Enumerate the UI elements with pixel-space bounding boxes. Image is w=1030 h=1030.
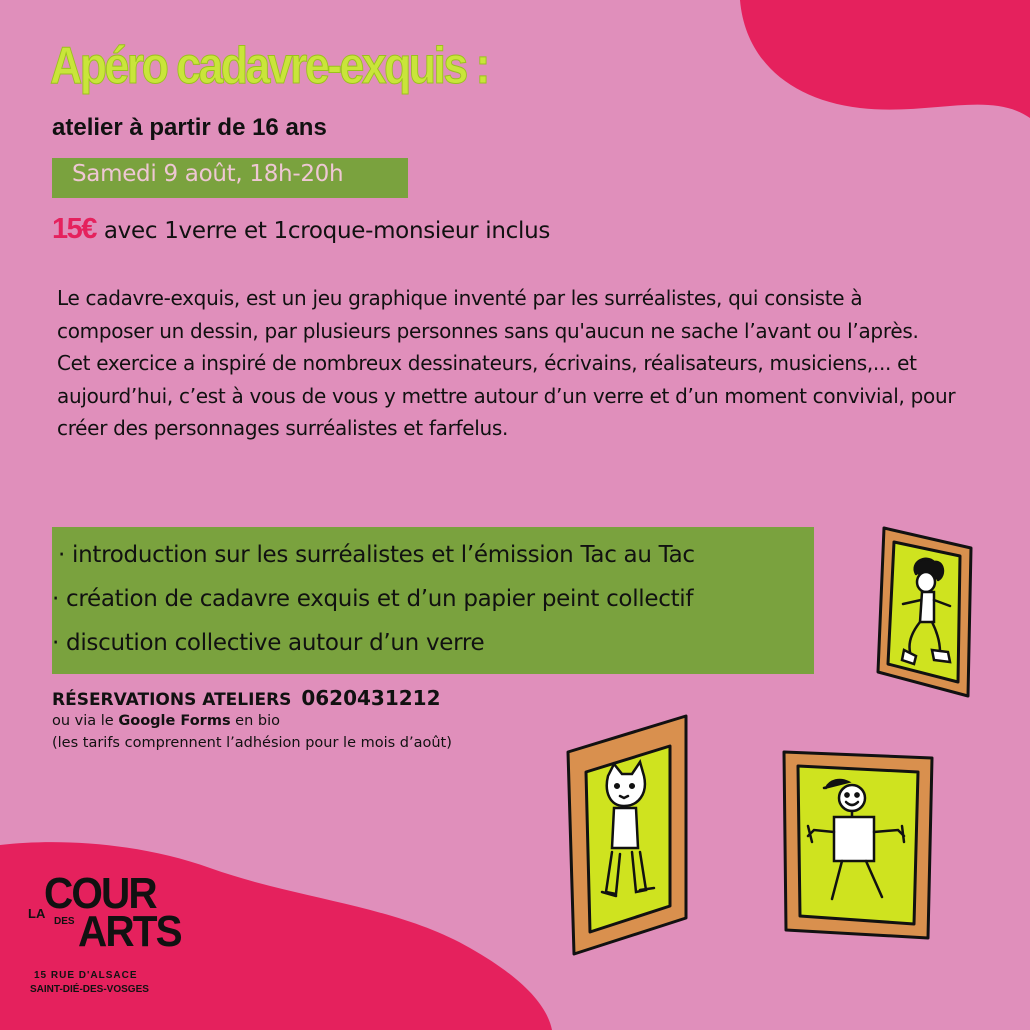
event-date: Samedi 9 août, 18h-20h [72, 161, 344, 187]
frame-dancer-illustration [874, 522, 978, 702]
logo-la-cour-des-arts [28, 870, 208, 1000]
reservation-line [52, 686, 452, 710]
frame-cat-illustration [562, 712, 694, 958]
logo-arts: ARTS [78, 907, 181, 956]
poster-title: Apéro cadavre-exquis : [50, 37, 488, 95]
age-subtitle: atelier à partir de 16 ans [52, 114, 327, 141]
logo-address-street: 15 RUE D'ALSACE [34, 970, 138, 981]
logo-la: LA [28, 906, 46, 921]
via-prefix: ou via le [52, 713, 119, 729]
reservation-via [52, 710, 452, 732]
via-suffix: en bio [230, 713, 281, 729]
frame-smiling-figure-illustration [780, 748, 936, 940]
reservation-phone[interactable]: 0620431212 [301, 686, 441, 710]
reservation-label: RÉSERVATIONS ATELIERS [52, 690, 292, 710]
logo-des: DES [54, 916, 75, 927]
description-paragraph-2: Cet exercice a inspiré de nombreux dessinateurs, écrivains, réalisateurs, musiciens,... et aujourd’hui, c’est à vous de vous y mettre autour d’un verre et d’un moment convivial, pour créer des personnages surréalistes et farfelus. [57, 351, 956, 440]
reservation-info [52, 686, 452, 754]
activity-item: · discution collective autour d’un verre [52, 630, 485, 656]
description [57, 282, 957, 445]
price: 15€ [52, 213, 96, 245]
logo-cour: COUR [44, 869, 156, 918]
description-paragraph-1: Le cadavre-exquis, est un jeu graphique inventé par les surréalistes, qui consiste à composer un dessin, par plusieurs personnes sans qu'aucun ne sache l’avant ou l’après. [57, 286, 919, 343]
reservation-note: (les tarifs comprennent l’adhésion pour le mois d’août) [52, 735, 452, 751]
activity-item: · introduction sur les surréalistes et l’émission Tac au Tac [58, 542, 695, 568]
logo-address-city: SAINT-DIÉ-DES-VOSGES [30, 984, 149, 995]
activities-list [52, 533, 695, 665]
google-forms-link[interactable]: Google Forms [118, 713, 231, 729]
price-detail: avec 1verre et 1croque-monsieur inclus [103, 218, 551, 244]
activity-item: · création de cadavre exquis et d’un papier peint collectif [52, 586, 694, 612]
price-row [52, 213, 550, 246]
